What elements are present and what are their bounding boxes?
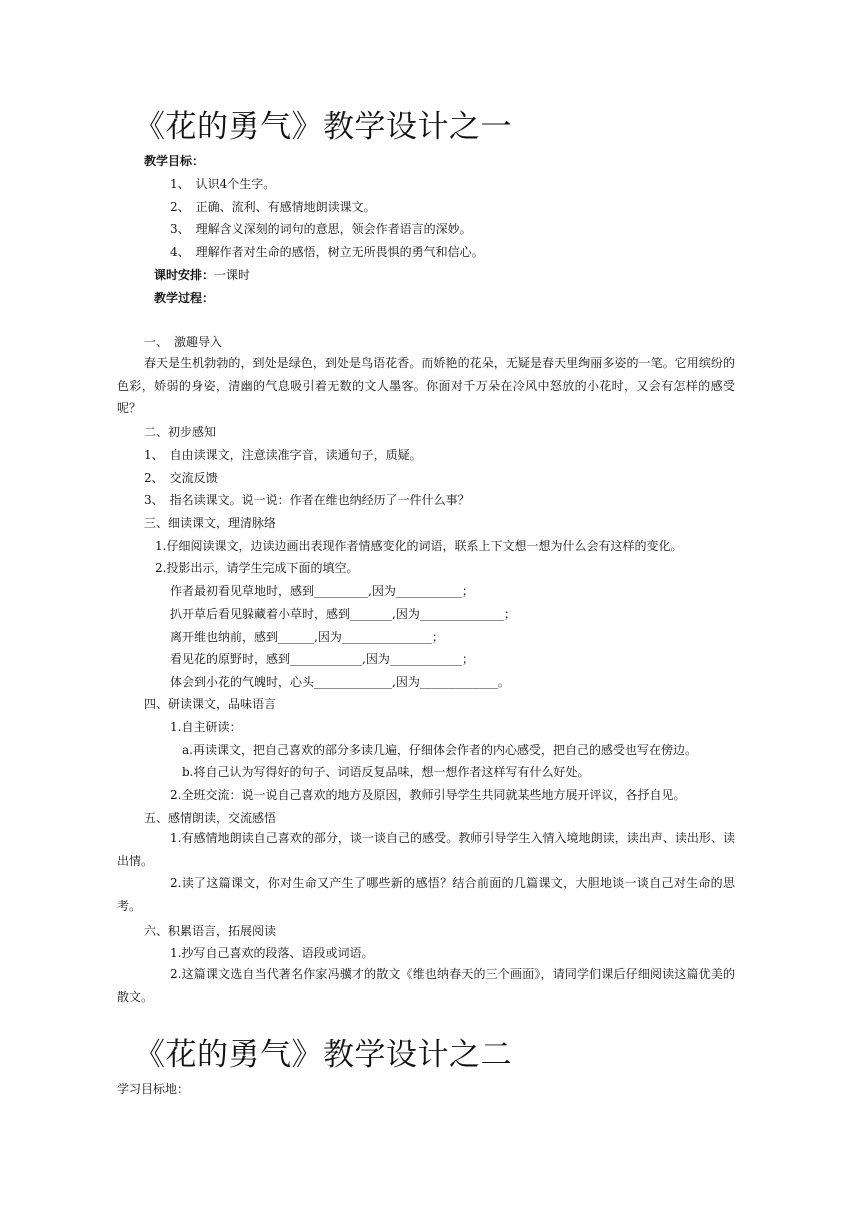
section-paragraph: 1.有感情地朗读自己喜欢的部分，谈一谈自己的感受。教师引导学生入情入境地朗读，读出声、读出形、读出情。 bbox=[117, 831, 735, 868]
goal-item: 4、 理解作者对生命的感悟，树立无所畏惧的勇气和信心。 bbox=[170, 245, 484, 259]
fill-blank-line: 看见花的原野时，感到____________,因为____________； bbox=[170, 652, 474, 666]
fill-blank-line: 体会到小花的气魄时，心头_____________,因为_____________。 bbox=[170, 675, 510, 689]
list-item: 1.仔细阅读课文，边读边画出表现作者情感变化的词语，联系上下文想一想为什么会有这样的变化。 bbox=[155, 539, 683, 553]
section-title: 六、积累语言，拓展阅读 bbox=[144, 924, 277, 938]
study-goals-label: 学习目标地： bbox=[117, 1082, 190, 1096]
goal-item: 1、 认识4个生字。 bbox=[170, 177, 276, 191]
fill-blank-line: 作者最初看见草地时，感到_________,因为___________； bbox=[170, 584, 474, 598]
schedule-line bbox=[154, 266, 250, 284]
list-item: 3、 指名读课文。说一说：作者在维也纳经历了一件什么事？ bbox=[144, 493, 470, 507]
process-label: 教学过程： bbox=[154, 291, 215, 305]
goal-item: 3、 理解含义深刻的词句的意思，领会作者语言的深妙。 bbox=[170, 222, 472, 236]
list-item: 2.投影出示，请学生完成下面的填空。 bbox=[155, 561, 359, 575]
fill-blank-line: 扒开草后看见躲藏着小草时，感到_______,因为______________； bbox=[170, 607, 516, 621]
section-paragraph: 2.这篇课文选自当代著名作家冯骥才的散文《维也纳春天的三个画面》，请同学们课后仔细阅读这篇优美的散文。 bbox=[117, 967, 735, 1004]
document-title-2: 《花的勇气》教学设计之二 bbox=[134, 1037, 512, 1073]
list-item: 2.全班交流：说一说自己喜欢的地方及原因，教师引导学生共同就某些地方展开评议，各抒自见。 bbox=[170, 788, 686, 802]
goal-item: 2、 正确、流利、有感情地朗读课文。 bbox=[170, 200, 376, 214]
list-item: 1.自主研读： bbox=[170, 720, 242, 734]
list-item: 1、 自由读课文，注意读准字音，读通句子，质疑。 bbox=[144, 448, 422, 462]
section-title: 四、研读课文，品味语言 bbox=[144, 697, 277, 711]
list-item: a.再读课文，把自己喜欢的部分多读几遍，仔细体会作者的内心感受，把自己的感受也写在傍边。 bbox=[182, 743, 697, 757]
document-title-1: 《花的勇气》教学设计之一 bbox=[134, 109, 512, 145]
goals-label: 教学目标： bbox=[144, 154, 205, 168]
section-title: 一、 激趣导入 bbox=[144, 335, 223, 349]
schedule-value: 一课时 bbox=[214, 268, 251, 282]
section-paragraph: 2.读了这篇课文，你对生命又产生了哪些新的感悟？结合前面的几篇课文，大胆地谈一谈自己对生命的思考。 bbox=[117, 876, 735, 913]
section-title: 三、细读课文，理清脉络 bbox=[144, 516, 277, 530]
section-title: 二、初步感知 bbox=[144, 425, 217, 439]
section-paragraph: 春天是生机勃勃的，到处是绿色，到处是鸟语花香。而娇艳的花朵，无疑是春天里绚丽多姿的一笔。它用缤纷的色彩，娇弱的身姿，清幽的气息吸引着无数的文人墨客。你面对千万朵在冷风中怒放的小花时，又会有怎样的感受呢？ bbox=[117, 356, 735, 415]
list-item: 1.抄写自己喜欢的段落、语段或词语。 bbox=[170, 946, 374, 960]
fill-blank-line: 离开维也纳前，感到______,因为_______________； bbox=[170, 630, 444, 644]
schedule-label: 课时安排： bbox=[154, 268, 215, 282]
list-item: 2、 交流反馈 bbox=[144, 471, 218, 485]
list-item: b.将自己认为写得好的句子、词语反复品味，想一想作者这样写有什么好处。 bbox=[182, 765, 590, 779]
section-title: 五、感情朗读，交流感悟 bbox=[144, 811, 277, 825]
